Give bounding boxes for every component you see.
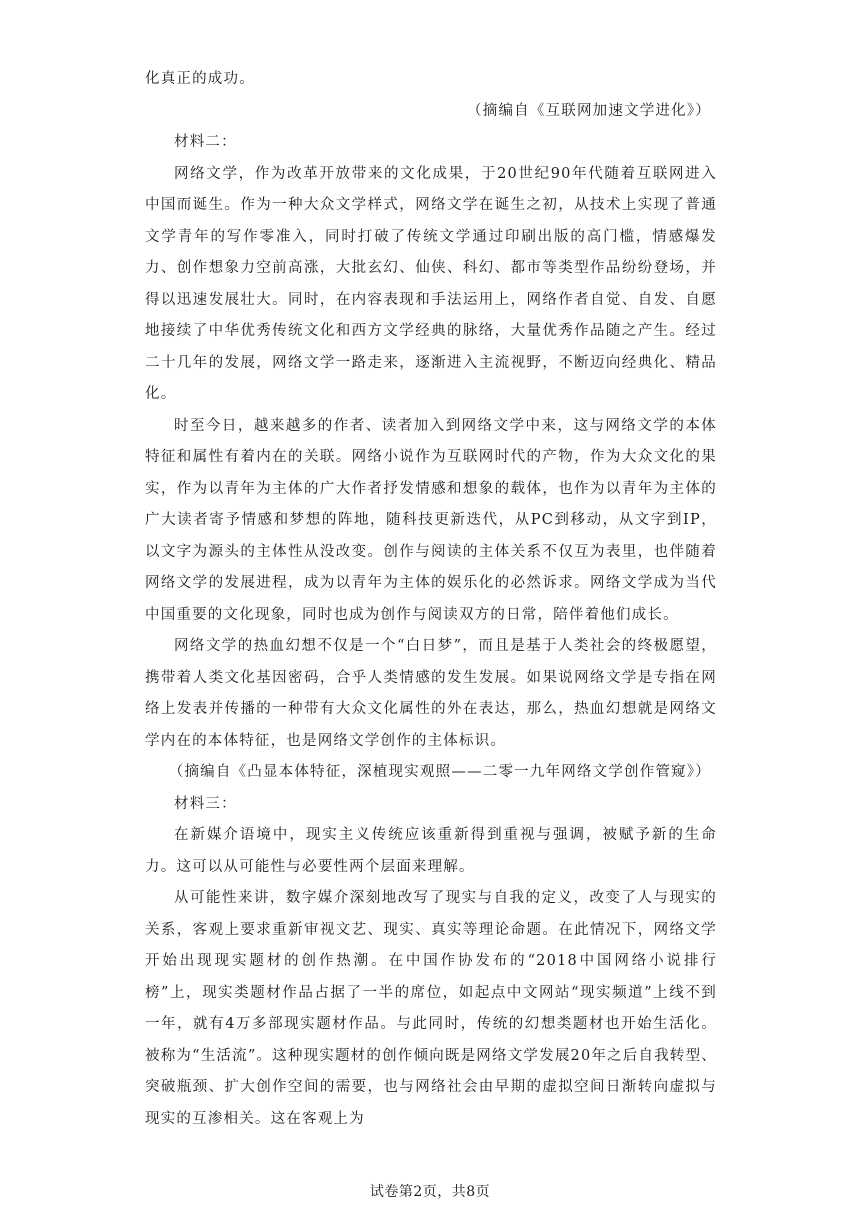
- paragraph: 时至今日，越来越多的作者、读者加入到网络文学中来，这与网络文学的本体特征和属性有着内在的关联。网络小说作为互联网时代的产物，作为大众文化的果实，作为以青年为主体的广大作者抒发情感和想象的载体，也作为以青年为主体的广大读者寄予情感和梦想的阵地，随科技更新迭代，从PC到移动，从文字到IP，以文字为源头的主体性从没改变。创作与阅读的主体关系不仅互为表里，也伴随着网络文学的发展进程，成为以青年为主体的娱乐化的必然诉求。网络文学成为当代中国重要的文化现象，同时也成为创作与阅读双方的日常，陪伴着他们成长。: [145, 417, 717, 623]
- paragraph: 网络文学，作为改革开放带来的文化成果，于20世纪90年代随着互联网进入中国而诞生。作为一种大众文学样式，网络文学在诞生之初，从技术上实现了普通文学青年的写作零准入，同时打破了传统文学通过印刷出版的高门槛，情感爆发力、创作想象力空前高涨，大批玄幻、仙侠、科幻、都市等类型作品纷纷登场，并得以迅速发展壮大。同时，在内容表现和手法运用上，网络作者自觉、自发、自愿地接续了中华优秀传统文化和西方文学经典的脉络，大量优秀作品随之产生。经过二十几年的发展，网络文学一路走来，逐渐进入主流视野，不断迈向经典化、精品化。: [145, 165, 717, 402]
- paragraph: 网络文学的热血幻想不仅是一个“白日梦”，而且是基于人类社会的终极愿望，携带着人类文化基因密码，合乎人类情感的发生发展。如果说网络文学是专指在网络上发表并传播的一种带有大众文化属性的外在表达，那么，热血幻想就是网络文学内在的本体特征，也是网络文学创作的主体标识。: [145, 638, 717, 749]
- page-footer: 试卷第2页，共8页: [369, 1184, 491, 1200]
- paragraph: 在新媒介语境中，现实主义传统应该重新得到重视与强调，被赋予新的生命力。这可以从可能性与必要性两个层面来理解。: [145, 827, 717, 875]
- paragraph: 从可能性来讲，数字媒介深刻地改写了现实与自我的定义，改变了人与现实的关系，客观上要求重新审视文艺、现实、真实等理论命题。在此情况下，网络文学开始出现现实题材的创作热潮。在中国作协发布的“2018中国网络小说排行榜”上，现实类题材作品占据了一半的席位，如起点中文网站“现实频道”上线不到一年，就有4万多部现实题材作品。与此同时，传统的幻想类题材也开始生活化。被称为“生活流”。这种现实题材的创作倾向既是网络文学发展20年之后自我转型、突破瓶颈、扩大创作空间的需要，也与网络社会由早期的虚拟空间日渐转向虚拟与现实的互渗相关。这在客观上为: [145, 890, 717, 1127]
- material-heading-3: 材料三：: [174, 795, 237, 812]
- source-citation-1: （摘编自《互联网加速文学进化》）: [467, 102, 711, 119]
- document-body: [145, 64, 717, 1135]
- paragraph-continuation: 化真正的成功。: [145, 71, 255, 87]
- material-heading-2: 材料二：: [174, 134, 237, 150]
- source-citation-2: （摘编自《凸显本体特征，深植现实观照——二零一九年网络文学创作管窥》）: [168, 764, 711, 780]
